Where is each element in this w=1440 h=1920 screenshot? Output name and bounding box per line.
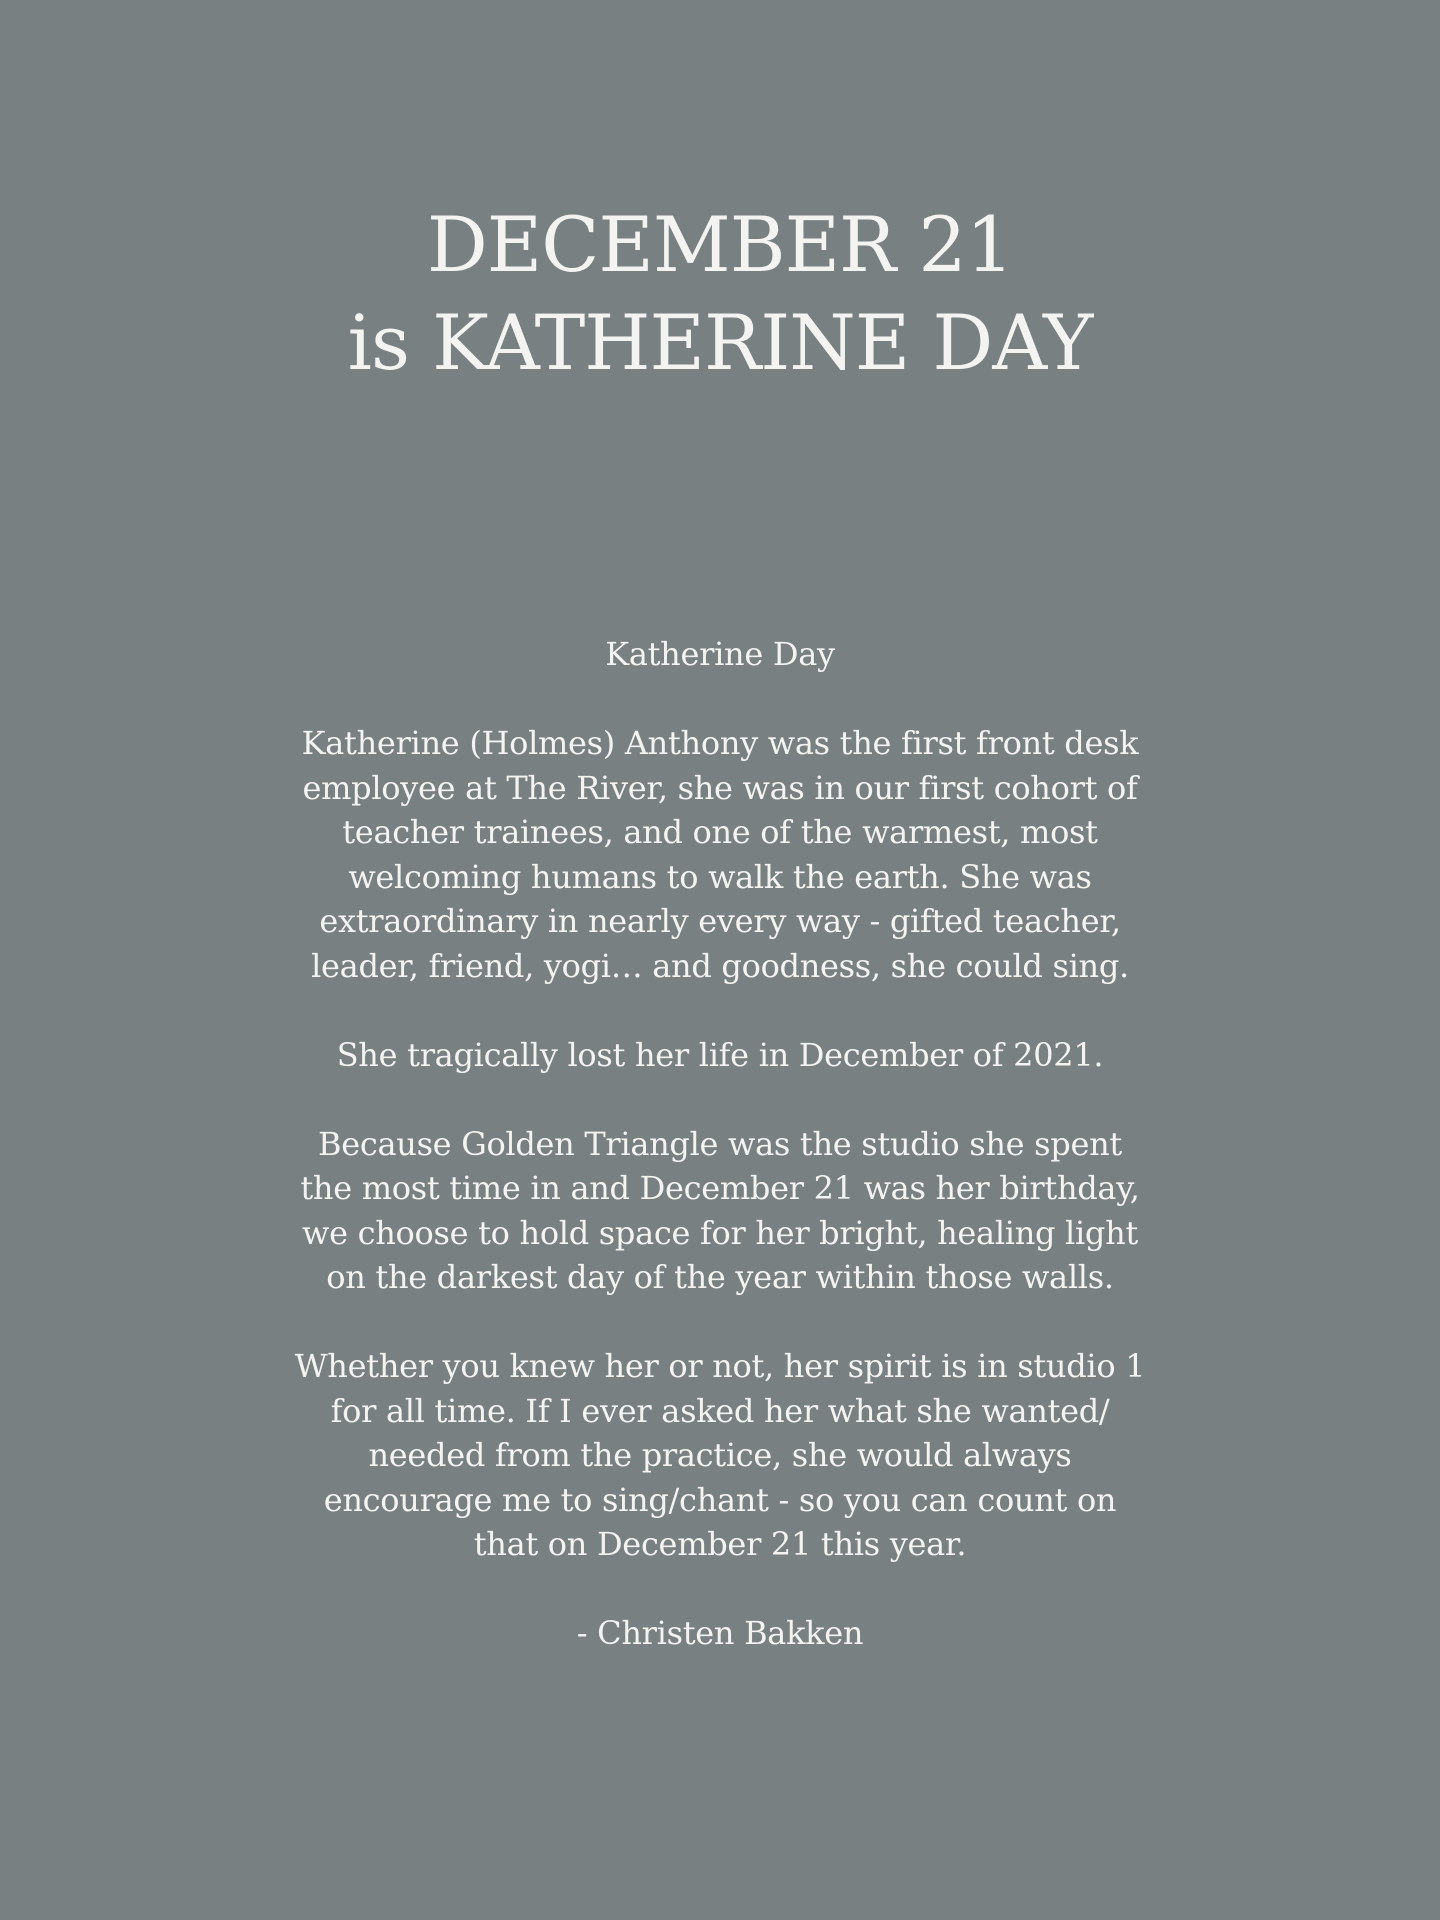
signature: - Christen Bakken [576,1614,864,1652]
letter-body [270,632,1170,1656]
page-title [0,196,1440,392]
paragraph-line: Whether you knew her or not, her spirit is in studio 1 [294,1347,1146,1385]
paragraph-3 [270,1122,1170,1300]
paragraph-line: welcoming humans to walk the earth. She was [348,857,1092,896]
paragraph-4 [270,1344,1170,1567]
paragraph-line: extraordinary in nearly every way - gifted teacher, [319,902,1121,940]
paragraph-line: that on December 21 this year. [473,1525,967,1563]
paragraph-line: teacher trainees, and one of the warmest, most [342,813,1098,851]
title-line-1: DECEMBER 21 [426,200,1014,289]
paragraph-line: needed from the practice, she would always [368,1436,1072,1474]
paragraph-line: on the darkest day of the year within those walls. [326,1258,1114,1296]
paragraph-line: Because Golden Triangle was the studio she spent [318,1124,1122,1163]
paragraph-1 [270,721,1170,988]
paragraph-line: we choose to hold space for her bright, healing light [302,1213,1138,1252]
paragraph-line: for all time. If I ever asked her what she wanted/ [330,1391,1110,1430]
paragraph-line: the most time in and December 21 was her birthday, [300,1169,1140,1207]
paragraph-line: Katherine (Holmes) Anthony was the first front desk [301,724,1139,762]
paragraph-line: She tragically lost her life in December of 2021. [336,1035,1104,1074]
paragraph-2 [270,1033,1170,1078]
paragraph-line: employee at The River, she was in our first cohort of [302,768,1138,807]
paragraph-line: encourage me to sing/chant - so you can count on [323,1480,1117,1519]
letter-heading: Katherine Day [605,635,835,673]
paragraph-line: leader, friend, yogi… and goodness, she could sing. [311,946,1129,985]
title-line-2: is KATHERINE DAY [347,298,1093,387]
